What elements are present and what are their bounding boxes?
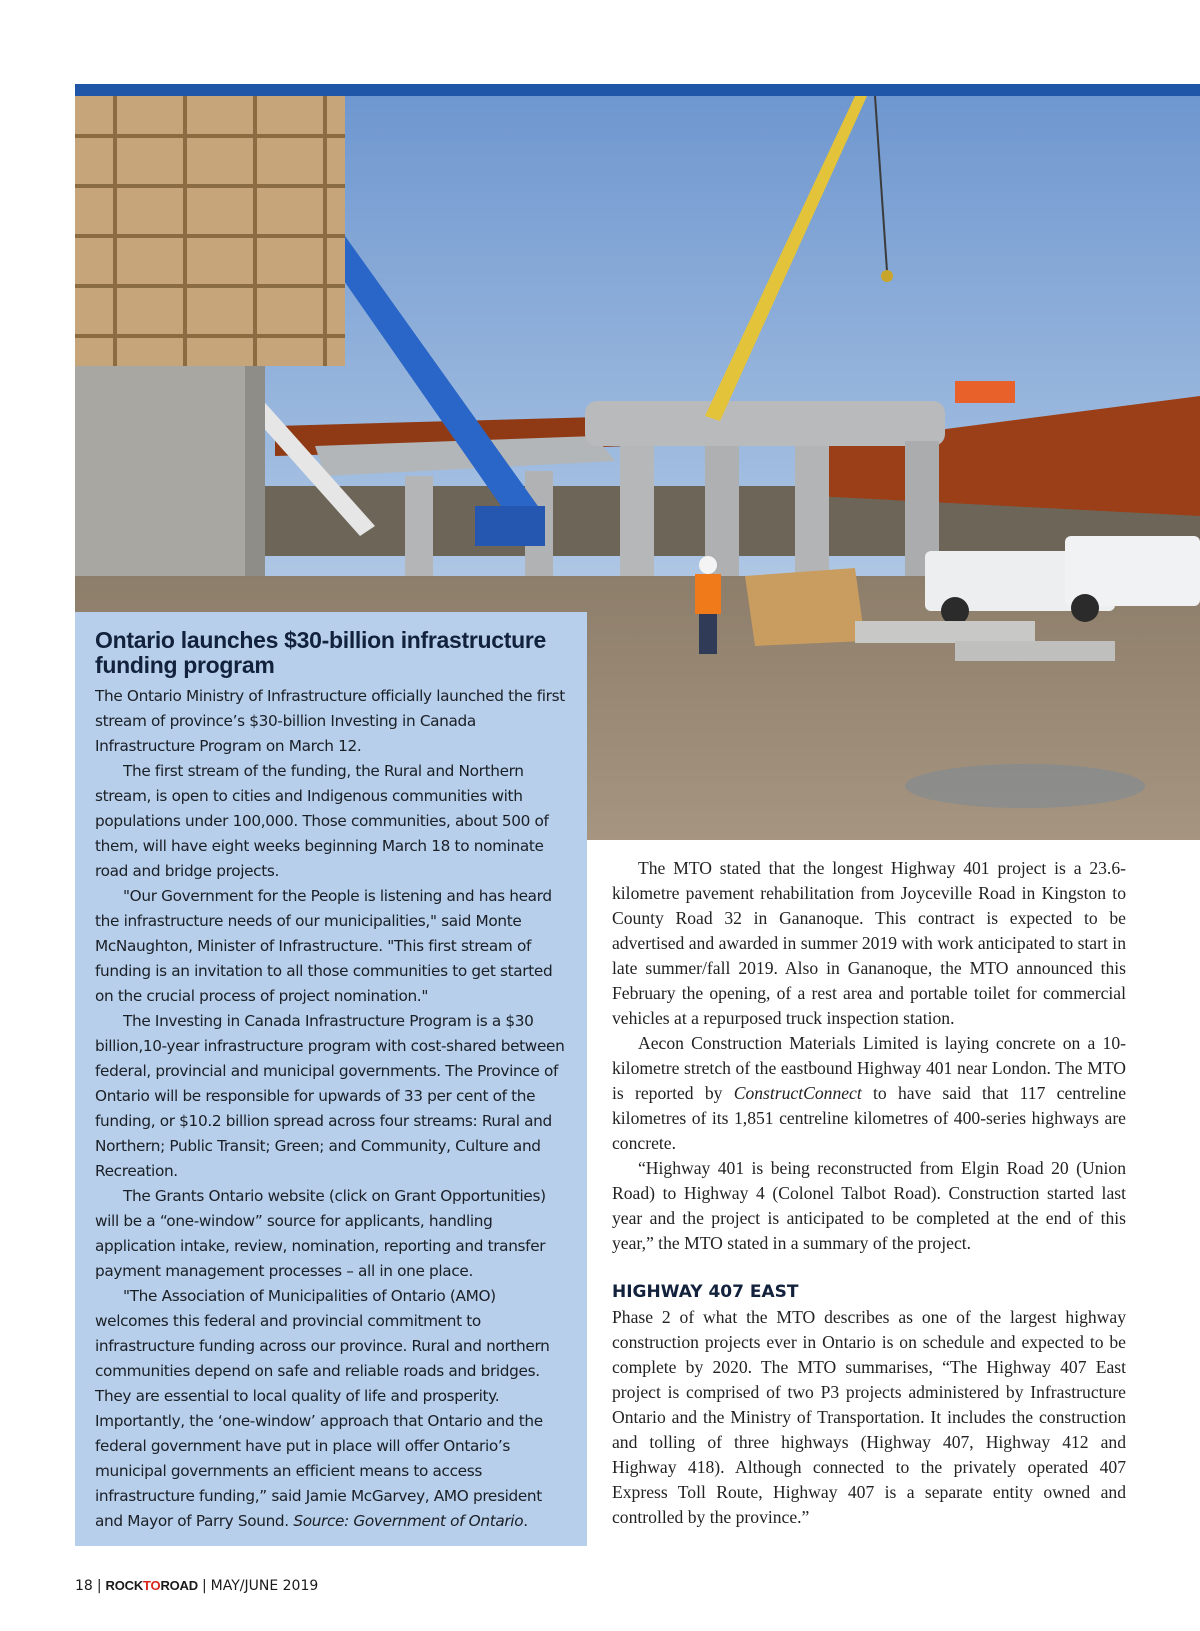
article-publication-name: ConstructConnect [733,1083,862,1103]
brand-logo: ROCKTOROAD [105,1578,198,1593]
sidebar-quote-text: "The Association of Municipalities of Ontario (AMO) welcomes this federal and provincial commitment to infrastructure funding across our province. Rural and northern communities depend on safe and reliable roads and bridges. They are essential to local quality of life and prosperity. Importantly, the ‘one-window’ approach that Ontario and the federal government have put in place will offer Ontario’s municipal governments an efficient means to access infrastructure funding,” said Jamie McGarvey, AMO president and Mayor of Parry Sound. [95,1287,550,1530]
sidebar-paragraph: The Grants Ontario website (click on Grant Opportunities) will be a “one-window” source for applicants, handling application intake, review, nomination, reporting and transfer payment management processes – all in one place. [95,1187,546,1280]
article-text: to have said that 117 centreline kilometres of its 1,851 centreline kilometres of 400-series highways are concrete. [612,1083,1127,1153]
footer-separator: | [96,1578,102,1594]
article-paragraph: “Highway 401 is being reconstructed from Elgin Road 20 (Union Road) to Highway 4 (Colonel Talbot Road). Construction started last year and the project is anticipated to be completed at the end of this year,” the MTO stated in a summary of the project. [612,1158,1126,1253]
page-footer [75,1578,318,1594]
sidebar-box [75,612,587,1546]
article-paragraph [612,1031,1126,1156]
top-accent-rule [75,84,1200,96]
sidebar-paragraph-last: "The Association of Municipalities of Ontario (AMO) welcomes this federal and provincial commitment to infrastructure funding across our province. Rural and northern communities depend on safe and reliable roads and bridges. They are essential to local quality of life and prosperity. Importantly, the ‘one-window’ approach that Ontario and the federal government have put in place will offer Ontario’s municipal governments an efficient means to access infrastructure funding,” said Jamie McGarvey, AMO president and Mayor of Parry Sound. Source: Government of Ontario. [95,1287,550,1530]
sidebar-source: Source: Government of Ontario [293,1512,524,1530]
article-paragraph: Phase 2 of what the MTO describes as one of the largest highway construction projects ever in Ontario is on schedule and expected to be complete by 2020. The MTO summarises, “The Highway 407 East project is comprised of two P3 projects administered by Infrastructure Ontario and the Ministry of Transportation. It includes the construction and tolling of three highways (Highway 407, Highway 412 and Highway 418). Although connected to the privately operated 407 Express Toll Route, Highway 407 is a separate entity owned and controlled by the province.” [612,1307,1126,1527]
footer-separator: | [201,1578,207,1594]
sidebar-paragraph: "Our Government for the People is listening and has heard the infrastructure needs of our municipalities," said Monte McNaughton, Minister of Infrastructure. "This first stream of funding is an invitation to all those communities to get started on the crucial process of project nomination." [95,887,553,1005]
sidebar-title: Ontario launches $30-billion infrastructure funding program [95,627,547,678]
section-heading: HIGHWAY 407 EAST [612,1282,799,1302]
article-paragraph: The MTO stated that the longest Highway 401 project is a 23.6-kilometre pavement rehabilitation from Joyceville Road in Kingston to County Road 32 in Gananoque. This contract is expected to be advertised and awarded in summer 2019 with work anticipated to start in late summer/fall 2019. Also in Gananoque, the MTO announced this February the opening, of a rest area and portable toilet for commercial vehicles at a repurposed truck inspection station. [612,858,1126,1028]
sidebar-paragraph: The first stream of the funding, the Rural and Northern stream, is open to cities and Indigenous communities with populations under 100,000. Those communities, about 500 of them, will have eight weeks beginning March 18 to nominate road and bridge projects. [95,762,549,880]
issue-date: MAY/JUNE 2019 [210,1578,319,1594]
page-number: 18 [75,1578,93,1594]
article-text: Aecon Construction Materials Limited is laying concrete on a 10-kilometre stretch of the eastbound Highway 401 near London. The MTO is reported by [612,1033,1126,1103]
sidebar-paragraph: The Ontario Ministry of Infrastructure officially launched the first stream of province’s $30-billion Investing in Canada Infrastructure Program on March 12. [95,687,565,755]
sidebar-paragraph: The Investing in Canada Infrastructure Program is a $30 billion,10-year infrastructure program with cost-shared between federal, provincial and municipal governments. The Province of Ontario will be responsible for upwards of 33 per cent of the funding, or $10.2 billion spread across four streams: Rural and Northern; Public Transit; Green; and Community, Culture and Recreation. [95,1012,565,1180]
article-column [612,856,1126,1530]
